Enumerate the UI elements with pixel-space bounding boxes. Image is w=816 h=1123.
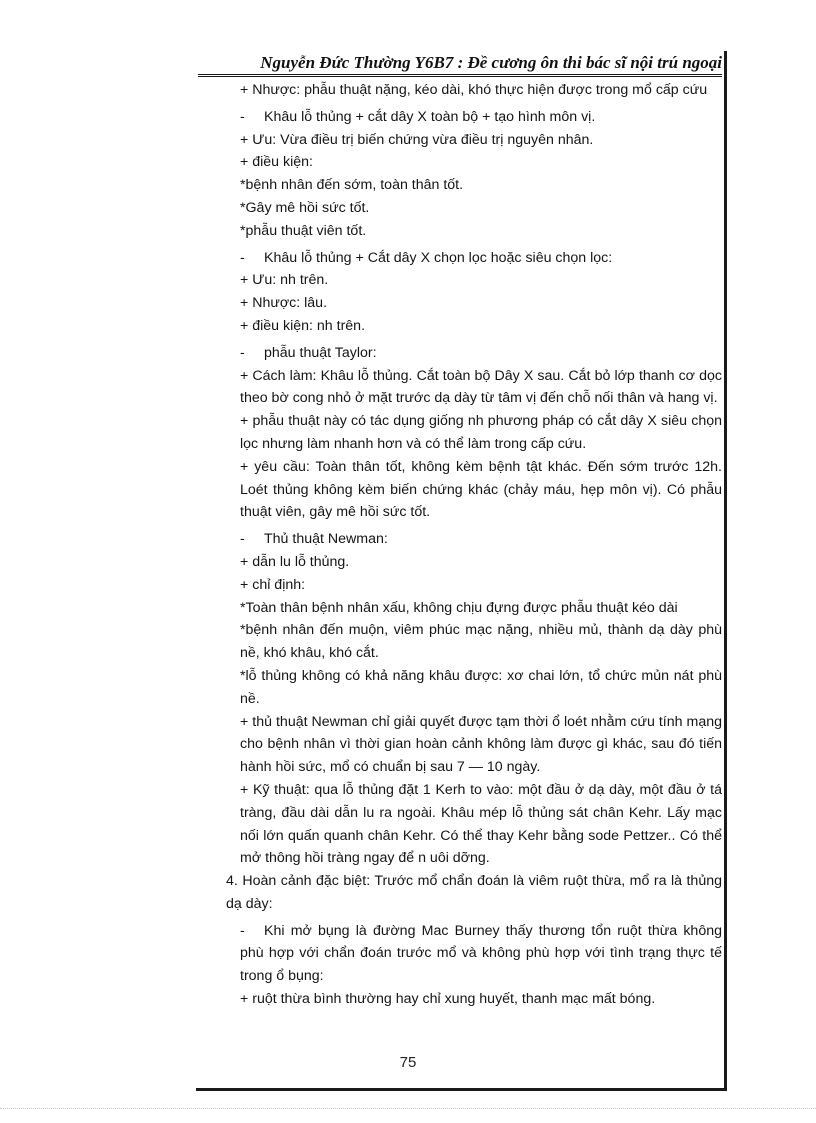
text-paragraph: + thủ thuật Newman chỉ giải quyết được tạm thời ổ loét nhằm cứu tính mạng cho bệnh nhân vì thời gian hoàn cảnh không làm được gì khác, sau đó tiến hành hồi sức, mổ có chuẩn bị sau 7 — 10 ngày. — [240, 713, 722, 776]
text-line: + chỉ định: — [240, 576, 306, 593]
text-line: *bệnh nhân đến sớm, toàn thân tốt. — [240, 177, 464, 194]
dash-item — [240, 106, 722, 129]
text-paragraph: *bệnh nhân đến muộn, viêm phúc mạc nặng, nhiều mủ, thành dạ dày phù nề, khó khâu, khó cắt. — [240, 622, 722, 662]
dash-item — [240, 342, 722, 365]
text-line: + Ưu: Vừa điều trị biến chứng vừa điều trị nguyên nhân. — [240, 131, 594, 148]
dash-item-text: Khi mở bụng là đường Mac Burney thấy thương tổn ruột thừa không phù hợp với chẩn đoán trước mổ và không phù hợp với tình trạng thực tế trong ổ bụng: — [240, 922, 722, 985]
dash-bullet: - — [240, 344, 245, 361]
dash-item-text: Khâu lỗ thủng + Cắt dây X chọn lọc hoặc siêu chọn lọc: — [264, 249, 613, 266]
text-paragraph: + yêu cầu: Toàn thân tốt, không kèm bệnh tật khác. Đến sớm trước 12h. Loét thủng không kèm biến chứng khác (chảy máu, hẹp môn vị). Có phẫu thuật viên, gây mê hồi sức tốt. — [240, 458, 722, 521]
dash-bullet: - — [240, 922, 245, 939]
text-paragraph: + Cách làm: Khâu lỗ thủng. Cắt toàn bộ Dây X sau. Cắt bỏ lớp thanh cơ dọc theo bờ cong nhỏ ở mặt trước dạ dày từ tâm vị đến chỗ nối thân và hang vị. — [240, 367, 722, 407]
dash-item — [240, 528, 722, 551]
text-line: + dẫn lu lỗ thủng. — [240, 553, 350, 570]
dash-item — [240, 247, 722, 270]
dash-item-text: phẫu thuật Taylor: — [264, 344, 377, 361]
dash-item — [240, 920, 722, 988]
dash-bullet: - — [240, 249, 245, 266]
dash-item-text: Khâu lỗ thủng + cắt dây X toàn bộ + tạo hình môn vị. — [264, 108, 596, 125]
text-line: *Toàn thân bệnh nhân xấu, không chịu đựng được phẫu thuật kéo dài — [240, 599, 678, 616]
text-line: *Gây mê hồi sức tốt. — [240, 199, 370, 216]
text-line: + điều kiện: — [240, 154, 313, 171]
text-line: + Nhược: lâu. — [240, 295, 328, 312]
text-paragraph: + phẫu thuật này có tác dụng giống nh phương pháp có cắt dây X siêu chọn lọc nhưng làm nhanh hơn và có thể làm trong cấp cứu. — [240, 413, 722, 452]
page-header-title: Nguyễn Đức Thường Y6B7 : Đề cương ôn thi bác sĩ nội trú ngoại — [198, 53, 722, 77]
text-line: + Nhược: phẫu thuật nặng, kéo dài, khó thực hiện được trong mổ cấp cứu — [240, 82, 708, 98]
document-body — [226, 79, 722, 1011]
text-paragraph: + Kỹ thuật: qua lỗ thủng đặt 1 Kerh to vào: một đầu ở dạ dày, một đầu ở tá tràng, đầu dài dẫn lu ra ngoài. Khâu mép lỗ thủng sát chân Kehr. Lấy mạc nối lớn quấn quanh chân Kehr. Có thể thay Kehr bằng sode Pettzer.. Có thể mở thông hồi tràng ngay để n uôi dỡng. — [240, 781, 722, 867]
page-bottom-dotted-line — [0, 1108, 816, 1109]
dash-bullet: - — [240, 531, 245, 548]
text-line: + ruột thừa bình thường hay chỉ xung huyết, thanh mạc mất bóng. — [240, 991, 656, 1008]
dash-item-text: Thủ thuật Newman: — [264, 531, 388, 548]
section-heading-4: 4. Hoàn cảnh đặc biệt: Trước mổ chẩn đoán là viêm ruột thừa, mổ ra là thủng dạ dày: — [226, 873, 722, 912]
text-line: *phẫu thuật viên tốt. — [240, 222, 367, 239]
dash-bullet: - — [240, 108, 245, 125]
text-paragraph: *lỗ thủng không có khả năng khâu được: xơ chai lớn, tổ chức mủn nát phù nề. — [240, 667, 722, 707]
text-line: + điều kiện: nh trên. — [240, 317, 366, 334]
page-number: 75 — [399, 1054, 417, 1071]
text-line: + Ưu: nh trên. — [240, 272, 329, 289]
